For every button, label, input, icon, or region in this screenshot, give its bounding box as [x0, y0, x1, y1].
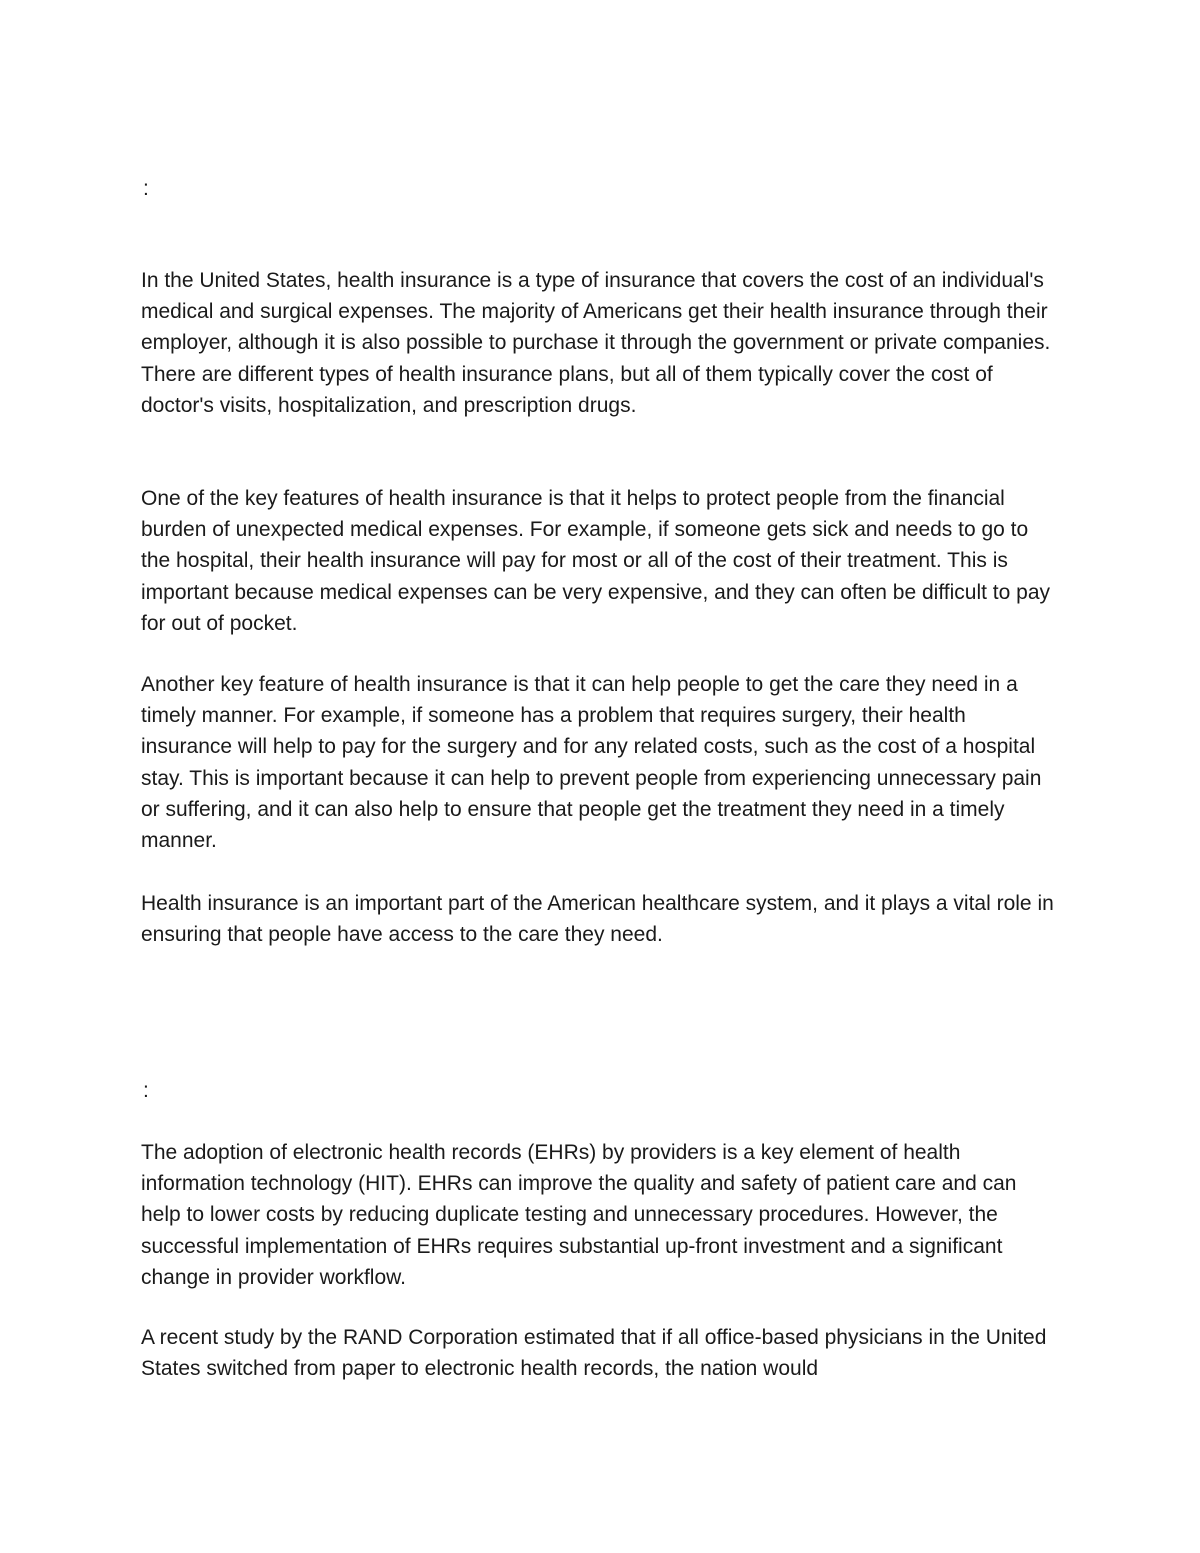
- section-marker: :: [143, 177, 149, 200]
- paragraph: Health insurance is an important part of the American healthcare system, and it plays a vital role in ensuring that people have access to the care they need.: [141, 892, 1054, 947]
- paragraph: A recent study by the RAND Corporation estimated that if all office-based physicians in the United States switched from paper to electronic health records, the nation would: [141, 1326, 1047, 1381]
- section-marker: :: [143, 1079, 149, 1102]
- paragraph: In the United States, health insurance is a type of insurance that covers the cost of an individual's medical and surgical expenses. The majority of Americans get their health insurance through their employer, although it is also possible to purchase it through the government or private companies. There are different types of health insurance plans, but all of them typically cover the cost of doctor's visits, hospitalization, and prescription drugs.: [141, 269, 1051, 417]
- paragraph: One of the key features of health insurance is that it helps to protect people from the financial burden of unexpected medical expenses. For example, if someone gets sick and needs to go to the hospital, their health insurance will pay for most or all of the cost of their treatment. This is important because medical expenses can be very expensive, and they can often be difficult to pay for out of pocket.: [141, 487, 1050, 635]
- paragraph: Another key feature of health insurance is that it can help people to get the care they need in a timely manner. For example, if someone has a problem that requires surgery, their health insurance will help to pay for the surgery and for any related costs, such as the cost of a hospital stay. This is important because it can help to prevent people from experiencing unnecessary pain or suffering, and it can also help to ensure that people get the treatment they need in a timely manner.: [141, 673, 1042, 853]
- paragraph: The adoption of electronic health records (EHRs) by providers is a key element of health information technology (HIT). EHRs can improve the quality and safety of patient care and can help to lower costs by reducing duplicate testing and unnecessary procedures. However, the successful implementation of EHRs requires substantial up-front investment and a significant change in provider workflow.: [141, 1141, 1017, 1289]
